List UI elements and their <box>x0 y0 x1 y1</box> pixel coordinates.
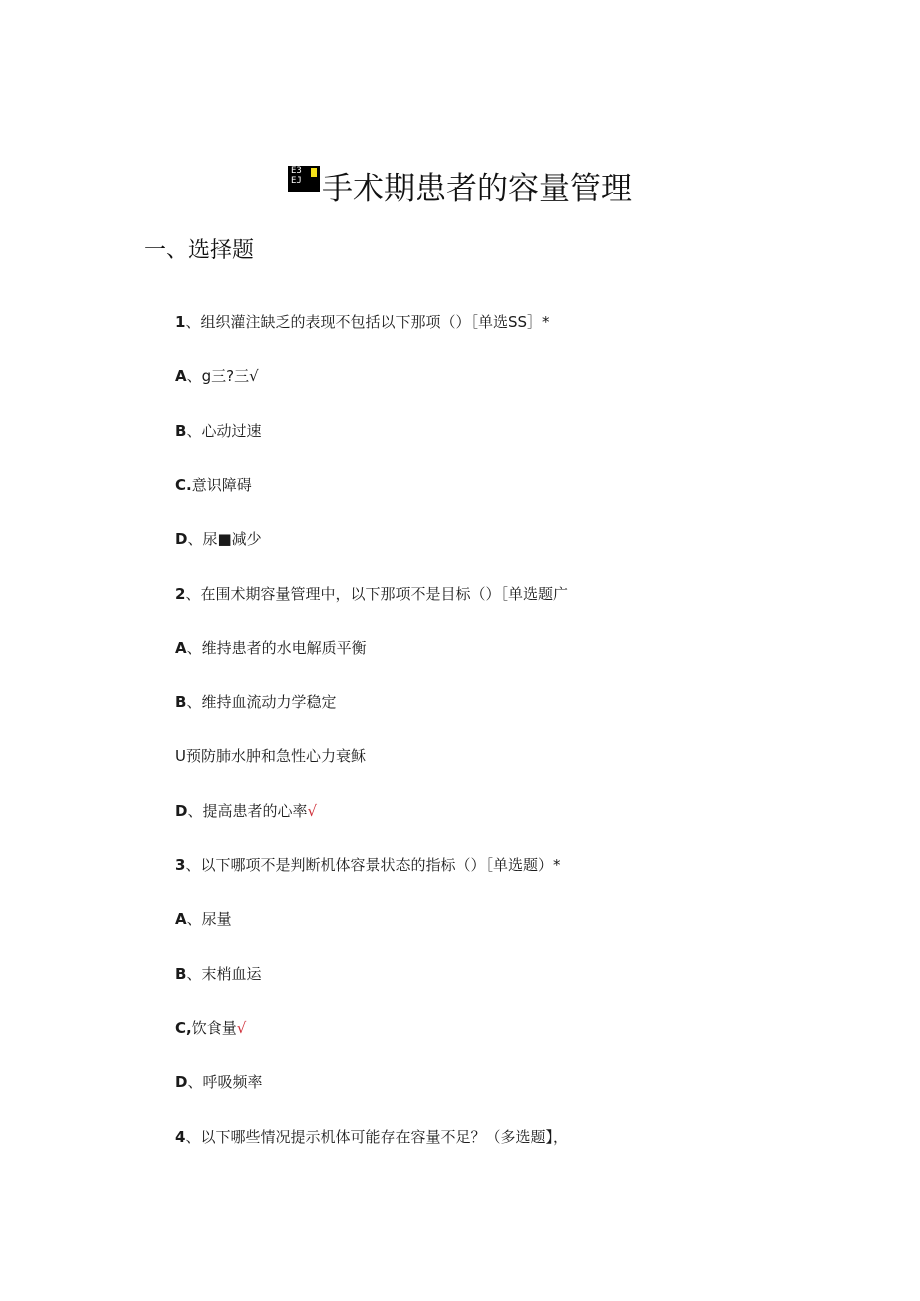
title-row <box>0 163 920 208</box>
list-item <box>175 1071 262 1092</box>
item-text: 、提高患者的心率 <box>187 801 308 820</box>
item-text: 、末梢血运 <box>186 964 262 983</box>
list-item <box>175 1017 246 1038</box>
item-lead: 1 <box>175 313 186 331</box>
item-lead: D <box>175 1073 188 1092</box>
item-lead: D <box>175 530 188 549</box>
item-text: 意识障碍 <box>191 475 252 494</box>
item-lead: B <box>175 421 187 440</box>
item-text: 、尿■减少 <box>187 530 262 549</box>
list-item <box>175 908 232 929</box>
list-item <box>175 745 366 766</box>
item-text: 、组织灌注缺乏的表现不包括以下那项（）［单选SS］* <box>185 313 550 331</box>
check-mark-icon: √ <box>236 1018 247 1037</box>
logo-text: E3 EJ <box>291 165 302 186</box>
item-lead: A <box>175 638 187 657</box>
list-item <box>175 528 262 549</box>
item-text: 饮食量 <box>191 1018 237 1037</box>
document-title: 手术期患者的容量管理 <box>322 171 632 207</box>
list-item <box>175 420 261 441</box>
item-text: 、以下哪项不是判断机体容景状态的指标（）［单选题）* <box>185 856 561 874</box>
list-item <box>175 800 317 821</box>
item-text: 、g三?三√ <box>186 367 259 386</box>
item-lead: 4 <box>175 1127 186 1146</box>
logo-icon <box>288 166 320 192</box>
list-item <box>175 583 568 604</box>
item-text: 、在围术期容量管理中，以下那项不是目标（）［单选题广 <box>185 584 568 603</box>
item-text: 、维持血流动力学稳定 <box>186 693 337 712</box>
item-lead: B <box>175 693 187 712</box>
list-item <box>175 963 261 984</box>
item-lead: C, <box>175 1018 192 1037</box>
list-item <box>175 1126 568 1147</box>
list-item <box>175 311 549 332</box>
item-lead: C. <box>175 475 192 494</box>
section-heading: 一、选择题 <box>144 238 255 263</box>
item-text: 、以下哪些情况提示机体可能存在容量不足？（多选题】， <box>185 1127 568 1146</box>
list-item <box>175 637 367 658</box>
list-item <box>175 691 336 712</box>
item-text: 、维持患者的水电解质平衡 <box>186 638 367 657</box>
item-lead: A <box>175 910 187 929</box>
list-item <box>175 365 259 386</box>
list-item <box>175 474 252 495</box>
item-lead: B <box>175 964 187 983</box>
item-text: 、呼吸频率 <box>187 1073 263 1092</box>
check-mark-icon: √ <box>307 801 318 820</box>
item-lead: 3 <box>175 856 186 874</box>
item-text: 、尿量 <box>186 910 232 929</box>
item-lead: A <box>175 367 187 386</box>
list-item <box>175 854 560 875</box>
item-lead: D <box>175 801 188 820</box>
item-lead: 2 <box>175 584 186 603</box>
item-text: 、心动过速 <box>186 421 262 440</box>
item-text: U预防肺水肿和急性心力衰稣 <box>175 747 366 766</box>
